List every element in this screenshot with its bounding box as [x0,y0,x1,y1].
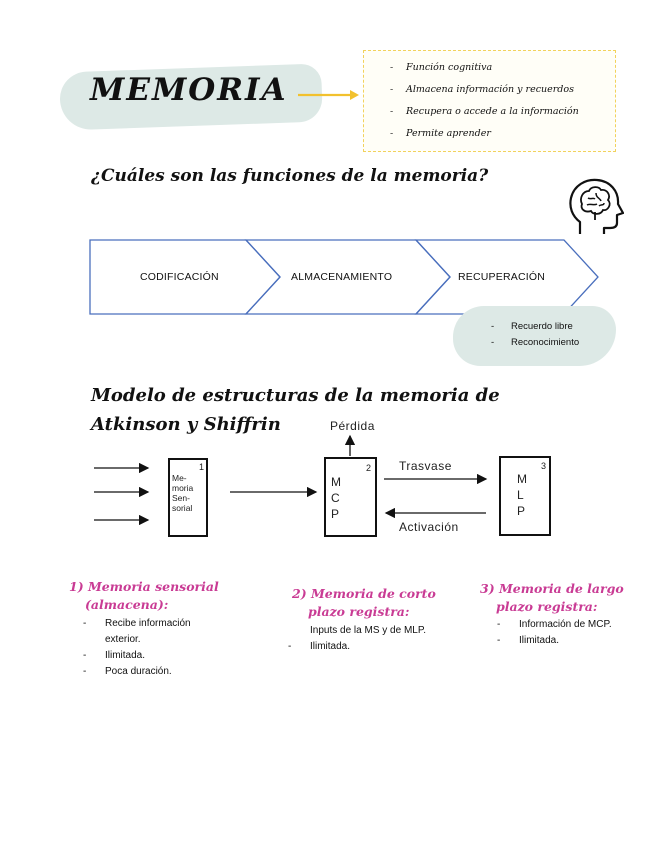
short-term-memory-list [286,623,426,655]
box-number: 2 [366,463,372,473]
function-item: - Almacena información y recuerdos [390,84,574,95]
section-question: ¿Cuáles son las funciones de la memoria? [91,166,489,186]
diagram-arrows-boxes [88,416,558,546]
sensory-memory-box-label: Me- moria Sen- sorial [172,473,194,513]
loss-label: Pérdida [330,419,375,433]
page-title: MEMORIA [90,72,288,108]
function-item: - Función cognitiva [390,62,493,73]
functions-box [363,50,616,152]
list-item: - Recibe información exterior. [83,618,191,645]
atkinson-shiffrin-diagram [88,416,558,550]
step-codificacion: CODIFICACIÓN [140,271,219,283]
step-almacenamiento: ALMACENAMIENTO [291,271,393,283]
function-item: - Recupera o accede a la información [390,106,579,117]
list-intro: Inputs de la MS y de MLP. [310,625,426,636]
transfer-label: Trasvase [399,459,452,473]
list-item: - Ilimitada. [288,641,351,652]
model-title: Modelo de estructuras de la memoria de Atkinson y Shiffrin [91,385,500,435]
list-item: - Ilimitada. [497,635,560,646]
long-term-memory-list [495,617,615,649]
column-heading: 3) Memoria de largo plazo registra: [480,581,624,614]
function-item: - Permite aprender [390,128,491,139]
sensory-memory-list [81,616,221,680]
mcp-box-label: M C P [331,475,341,521]
list-item: - Información de MCP. [497,619,612,630]
box-number: 1 [199,462,205,472]
arrow-right-icon [296,87,360,103]
recall-item: - Recuerdo libre [491,321,573,332]
column-heading: 1) Memoria sensorial (almacena): [69,579,219,612]
list-item: - Ilimitada. [83,650,146,661]
box-number: 3 [541,461,547,471]
recall-types-highlight [453,306,616,366]
recall-item: - Reconocimiento [491,337,580,348]
step-recuperacion: RECUPERACIÓN [458,271,545,283]
activation-label: Activación [399,520,459,534]
brain-head-icon [566,176,624,238]
list-item: - Poca duración. [83,666,172,677]
column-heading: 2) Memoria de corto plazo registra: [292,586,436,619]
mlp-box-label: M L P [517,472,527,518]
